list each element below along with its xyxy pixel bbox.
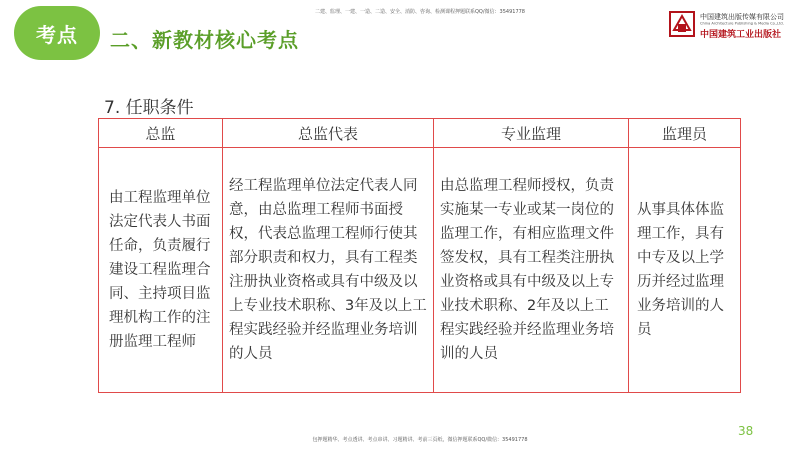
top-watermark-note: 二建、监理、一建、一造、二造、安全、消防、咨询、检测课程押题联系QQ/微信：35491778	[314, 9, 525, 15]
header-supervisor-staff: 监理员	[629, 119, 741, 148]
publisher-logo	[668, 8, 796, 42]
header-chief-representative: 总监代表	[223, 119, 434, 148]
cell-chief-supervisor: 由工程监理单位法定代表人书面任命，负责履行建设工程监理合同、主持项目监理机构工作的注册监理工程师	[99, 148, 223, 393]
topic-badge-label: 考点	[36, 22, 78, 47]
header-chief-supervisor: 总监	[99, 119, 223, 148]
cell-chief-representative: 经工程监理单位法定代表人同意，由总监理工程师书面授权，代表总监理工程师行使其部分职责和权力，具有工程类注册执业资格或具有中级及以上专业技术职称、3年及以上工程实践经验并经监理业务培训的人员	[223, 148, 434, 393]
table-row	[99, 148, 741, 393]
page-number: 38	[738, 424, 754, 438]
page-title: 二、新教材核心考点	[110, 28, 299, 52]
publisher-name-sub: 中国建筑工业出版社	[700, 30, 782, 40]
topic-badge	[14, 6, 100, 60]
left-edge	[0, 0, 6, 450]
header-specialty-supervisor: 专业监理	[434, 119, 629, 148]
publisher-name-en: China Architecture Publishing & Media Co.,Ltd.	[700, 21, 784, 26]
cell-specialty-supervisor: 由总监理工程师授权，负责实施某一专业或某一岗位的监理工作，有相应监理文件签发权，具有工程类注册执业资格或具有中级及以上专业技术职称、2年及以上工程实践经验并经监理业务培训的人员	[434, 148, 629, 393]
qualification-table	[98, 118, 741, 393]
publisher-emblem-icon	[668, 10, 696, 38]
publisher-name-cn: 中国建筑出版传媒有限公司	[700, 13, 784, 21]
bottom-watermark-note: 包押题精华、考点透讲、考点串讲、习题精讲、考前三页纸，微信押题联系QQ/微信：35491778	[312, 437, 528, 443]
section-heading: 7. 任职条件	[104, 98, 194, 118]
table-header-row	[99, 119, 741, 148]
cell-supervisor-staff: 从事具体体监理工作，具有中专及以上学历并经过监理业务培训的人员	[629, 148, 741, 393]
